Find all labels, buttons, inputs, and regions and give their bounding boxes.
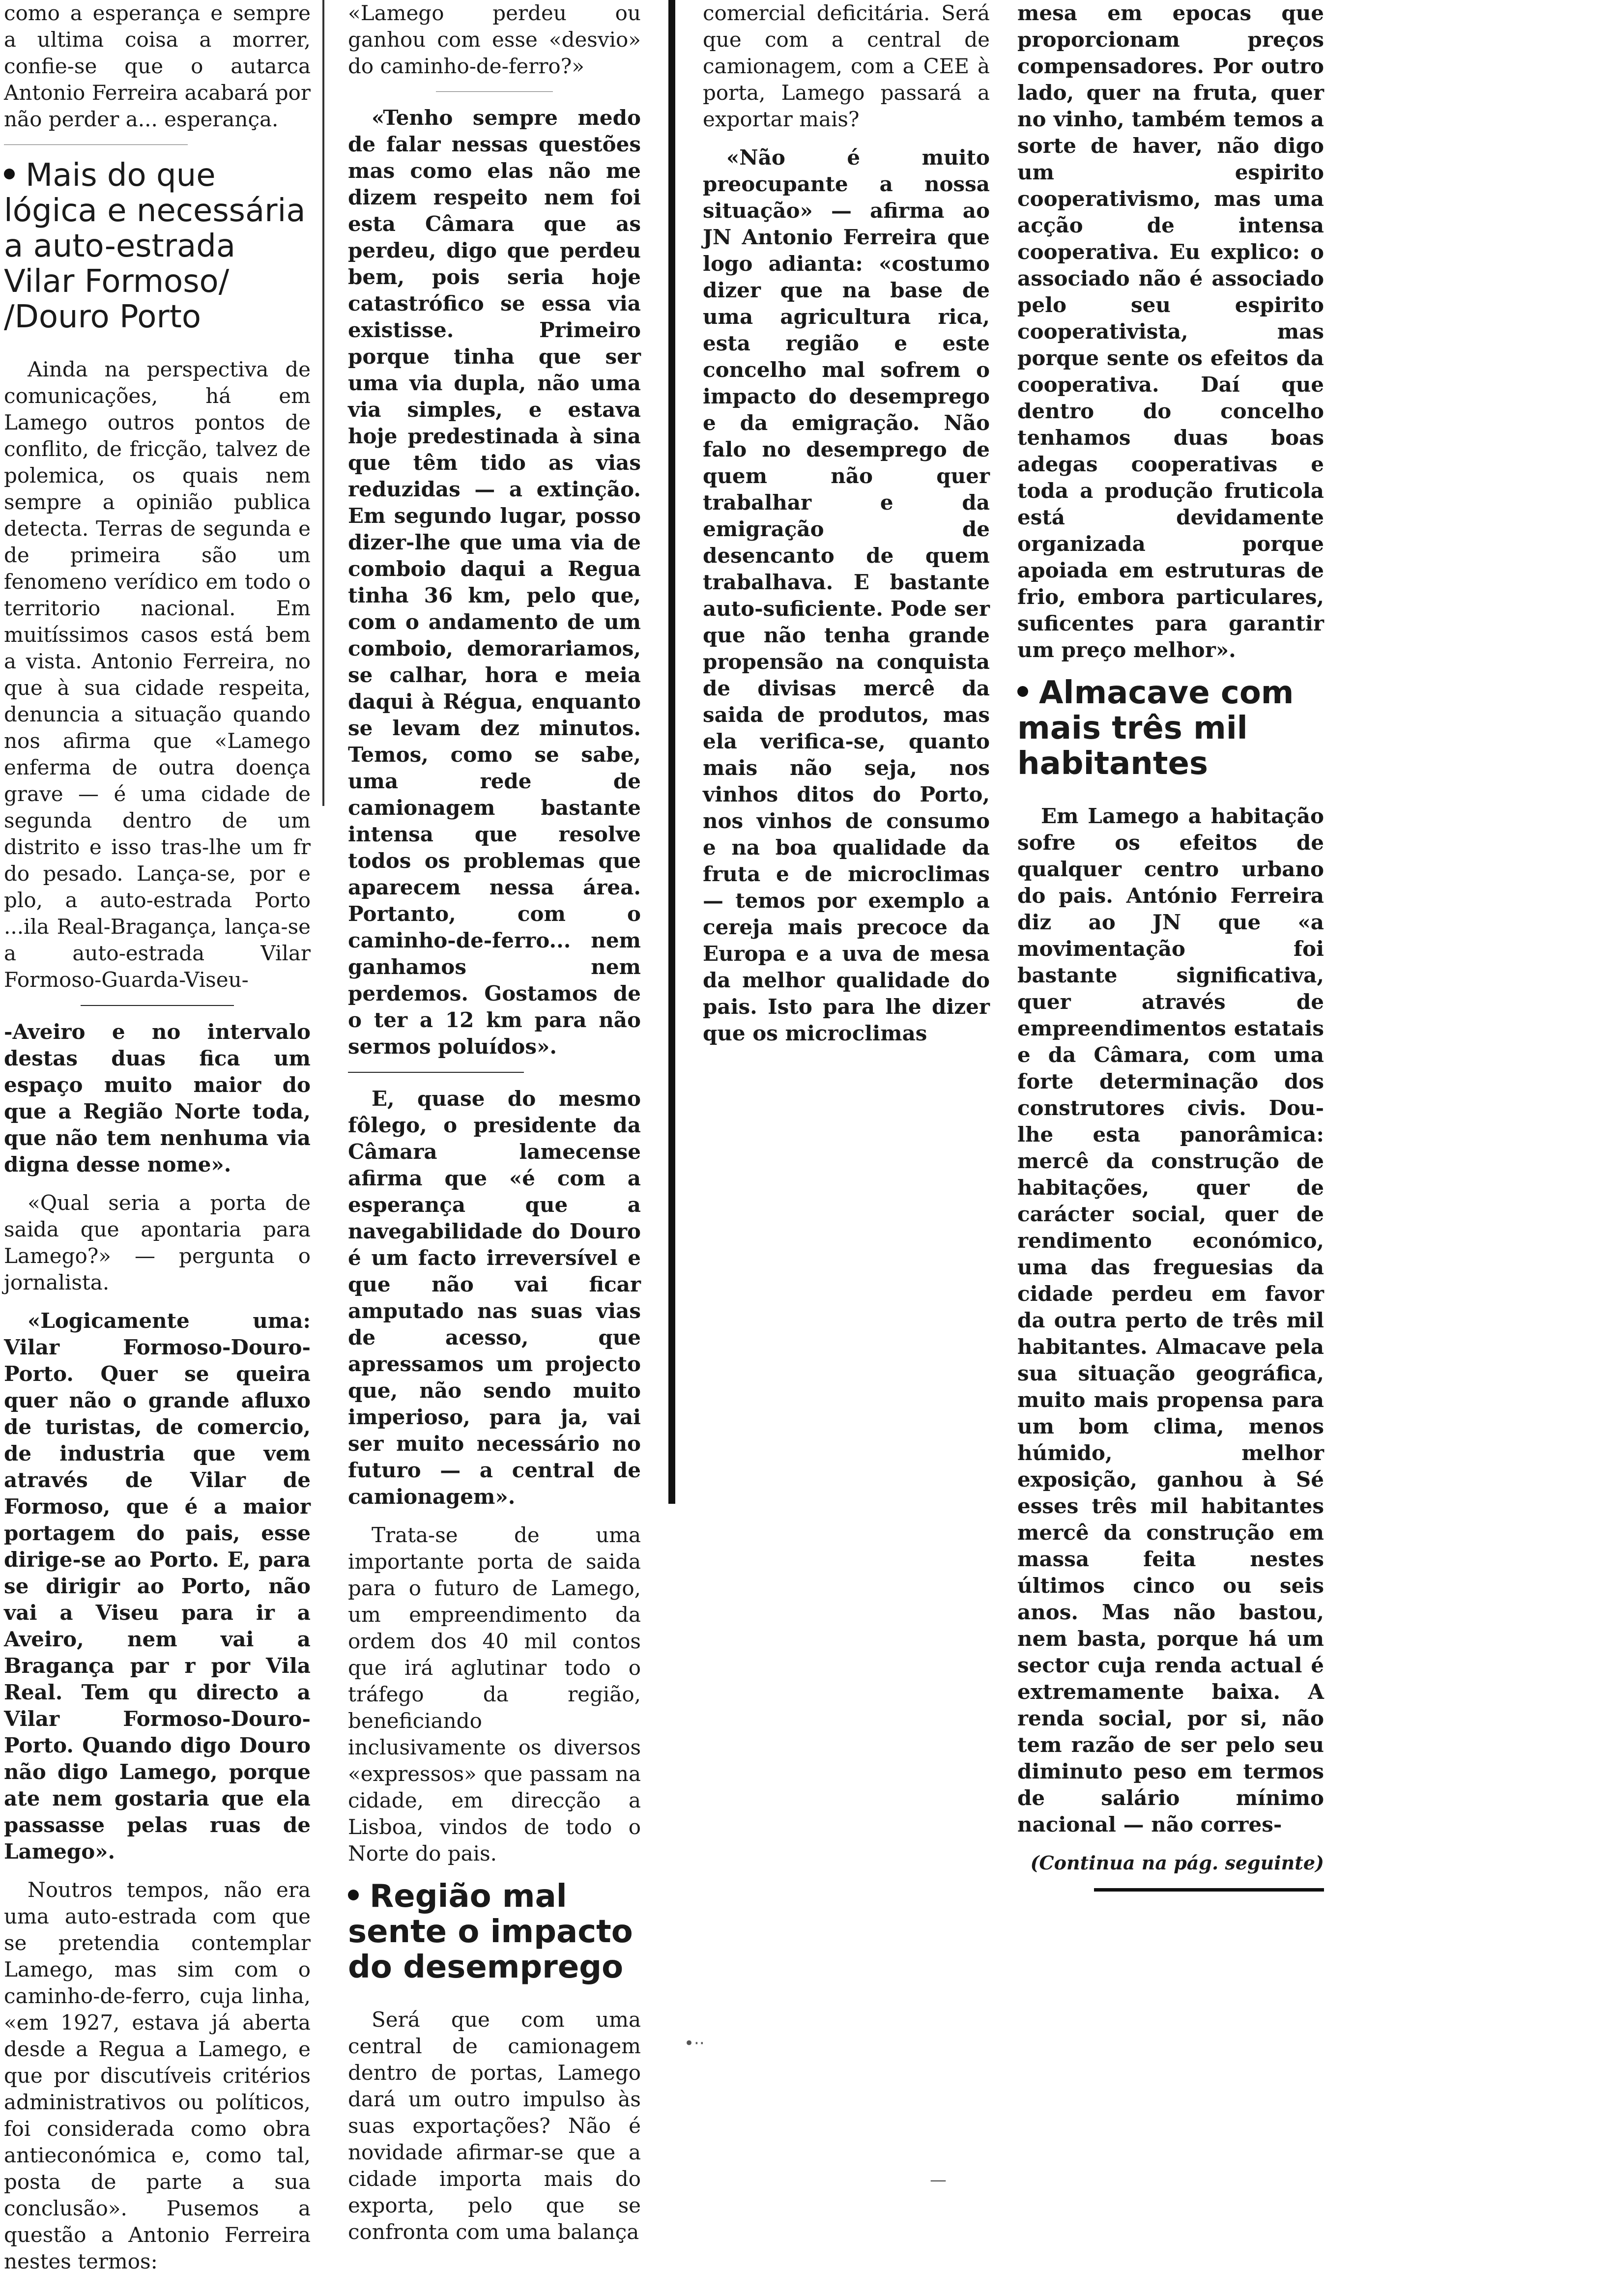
bullet-icon xyxy=(348,1890,359,1900)
col1-paragraph: «Logicamente uma: Vilar Formoso-Douro-Porto. Quer se queira quer não o grande afluxo de turistas, de comercio, de industria que vem através de Vilar de Formoso, que é a maior portagem do pais, esse dirige-se ao Porto. E, para se dirigir ao Porto, não vai a Viseu para ir a Aveiro, nem vai a Bragança par r por Vila Real. Tem qu directo a Vilar Formoso-Douro-Porto. Quando digo Douro não digo Lamego, porque ate nem gostaria que ela passasse pelas ruas de Lamego». xyxy=(4,1309,311,1864)
col1-top-paragraph: como a esperança e sempre a ultima coisa a morrer, confie-se que o autarca Antonio Ferreira acabará por não perder a... esperança. xyxy=(4,1,311,131)
col4-paragraph: Em Lamego a habitação sofre os efeitos de qualquer centro urbano do pais. António Ferreira diz ao JN que «a movimentação foi bastante significativa, quer através de empreendimentos estatais e da Câmara, com uma forte determinação dos construtores civis. Dou-lhe esta panorâmica: mercê da construção de habitações, quer de carácter social, quer de rendimento económico, uma das freguesias da cidade perdeu em favor da outra perto de três mil habitantes. Almacave pela sua situação geográfica, muito mais propensa para um bom clima, menos húmido, melhor exposição, ganhou à Sé esses três mil habitantes mercê da construção em massa feita nestes últimos cinco ou seis anos. Mas não bastou, nem basta, porque há um sector cuja renda actual é extremamente baixa. A renda social, por si, não tem razão de ser pelo seu diminuto peso em termos de salário mínimo nacional — não corres- xyxy=(1017,804,1324,1837)
divider xyxy=(348,1072,524,1073)
col2-top-paragraph: «Lamego perdeu ou ganhou com esse «desvio» do caminho-de-ferro?» xyxy=(348,1,641,78)
col2-paragraph: Trata-se de uma importante porta de saida para o futuro de Lamego, um empreendimento da ordem dos 40 mil contos que irá aglutinar todo o tráfego da região, beneficiando inclusivamente os diversos «expressos» que passam na cidade, em direcção a Lisboa, vindos de todo o Norte do pais. xyxy=(348,1523,641,1866)
col2-paragraph: «Tenho sempre medo de falar nessas questões mas como elas não me dizem respeito nem foi esta Câmara que as perdeu, digo que perdeu bem, pois seria hoje catastrófico se essa via existisse. Primeiro porque tinha que ser uma via dupla, não uma via simples, e estava hoje predestinada à sina que têm tido as vias reduzidas — a extinção. Em segundo lugar, posso dizer-lhe que uma via de comboio daqui a Regua tinha 36 km, pelo que, com o andamento de um comboio, demorariamos, se calhar, hora e meia daqui à Régua, enquanto se levam dez minutos. Temos, como se sabe, uma rede de camionagem bastante intensa que resolve todos os problemas que aparecem nessa área. Portanto, com o caminho-de-ferro... nem ganhamos nem perdemos. Gostamos de o ter a 12 km para não sermos poluídos». xyxy=(348,106,641,1059)
divider xyxy=(436,91,553,92)
col1-paragraph: «Qual seria a porta de saida que apontaria para Lamego?» — pergunta o jornalista. xyxy=(4,1191,311,1294)
col1-paragraph: -Aveiro e no intervalo destas duas fica um espaço muito maior do que a Região Norte toda, que não tem nenhuma via digna desse nome». xyxy=(4,1020,311,1177)
divider xyxy=(1094,1888,1324,1892)
column-1 xyxy=(4,0,311,2287)
column-4 xyxy=(1017,0,1324,1904)
divider xyxy=(4,144,188,145)
col3-paragraph: comercial deficitária. Será que com a central de camionagem, com a CEE à porta, Lamego passará a exportar mais? xyxy=(703,1,990,131)
col4-top-paragraph: mesa em epocas que proporcionam preços compensadores. Por outro lado, quer na fruta, quer no vinho, também temos a sorte de haver, não digo um espirito cooperativismo, mas uma acção de intensa cooperativa. Eu explico: o associado não é associado pelo seu espirito cooperativista, mas porque sente os efeitos da cooperativa. Daí que dentro do concelho tenhamos duas boas adegas cooperativas e toda a produção fruticola está devidamente organizada porque apoiada em estruturas de frio, embora particulares, suficentes para garantir um preço melhor». xyxy=(1017,1,1324,662)
col1-paragraph: Noutros tempos, não era uma auto-estrada com que se pretendia contemplar Lamego, mas sim com o caminho-de-ferro, cuja linha, «em 1927, estava já aberta desde a Regua a Lamego, e que por discutíveis critérios administrativos ou políticos, foi considerada como obra antieconómica e, como tal, posta de parte a sua conclusão». Pusemos a questão a Antonio Ferreira nestes termos: xyxy=(4,1878,311,2273)
column-3 xyxy=(703,0,990,1059)
divider xyxy=(81,1005,234,1006)
col2-paragraph: Será que com uma central de camionagem dentro de portas, Lamego dará um outro impulso às suas exportações? Não é novidade afirmar-se que a cidade importa mais do exporta, pelo que se confronta com uma balança xyxy=(348,2008,641,2244)
scan-mark: •·· xyxy=(684,2034,705,2053)
col2-paragraph: E, quase do mesmo fôlego, o presidente da Câmara lamecense afirma que «é com a esperança que a navegabilidade do Douro é um facto irreversível e que não vai ficar amputado nas suas vias de acesso, que apressamos um projecto que, não sendo muito imperioso, para ja, vai ser muito necessário no futuro — a central de camionagem». xyxy=(348,1087,641,1509)
continue-note: (Continua na pág. seguinte) xyxy=(1030,1852,1324,1874)
column-rule xyxy=(668,0,675,1504)
bullet-icon xyxy=(1017,686,1028,697)
section-heading-autoestrada: Mais do que lógica e necessária a auto-estrada Vilar Formoso/ /Douro Porto xyxy=(4,157,306,335)
column-rule xyxy=(322,0,324,806)
col3-paragraph: «Não é muito preocupante a nossa situação» — afirma ao JN Antonio Ferreira que logo adianta: «costumo dizer que na base de uma agricultura rica, esta região e este concelho mal sofrem o impacto do desemprego e da emigração. Não falo no desemprego de quem não quer trabalhar e da emigração de desencanto de quem trabalhava. E bastante auto-suficiente. Pode ser que não tenha grande propensão na conquista de divisas mercê da saida de produtos, mas ela verifica-se, quanto mais não seja, nos vinhos ditos do Porto, nos vinhos de consumo e na boa qualidade da fruta e de microclimas — temos por exemplo a cereja mais precoce da Europa e a uva de mesa da melhor qualidade do pais. Isto para lhe dizer que os microclimas xyxy=(703,145,990,1045)
column-2 xyxy=(348,0,641,2257)
col1-paragraph: Ainda na perspectiva de comunicações, há em Lamego outros pontos de conflito, de fricção, talvez de polemica, os quais nem sempre a opinião publica detecta. Terras de segunda e de primeira são um fenomeno verídico em todo o territorio nacional. Em muitíssimos casos está bem a vista. Antonio Ferreira, no que à sua cidade respeita, denuncia a situação quando nos afirma que «Lamego enferma de outra doença grave — é uma cidade de segunda dentro de um distrito e isso tras-lhe um fr do pesado. Lança-se, por e plo, a auto-estrada Porto ...ila Real-Bragança, lança-se a auto-estrada Vilar Formoso-Guarda-Viseu- xyxy=(4,357,311,992)
section-heading-almacave: Almacave com mais três mil habitantes xyxy=(1017,675,1294,782)
bullet-icon xyxy=(4,169,15,179)
scan-mark: — xyxy=(930,2170,947,2190)
section-heading-desemprego: Região mal sente o impacto do desemprego xyxy=(348,1878,633,1985)
